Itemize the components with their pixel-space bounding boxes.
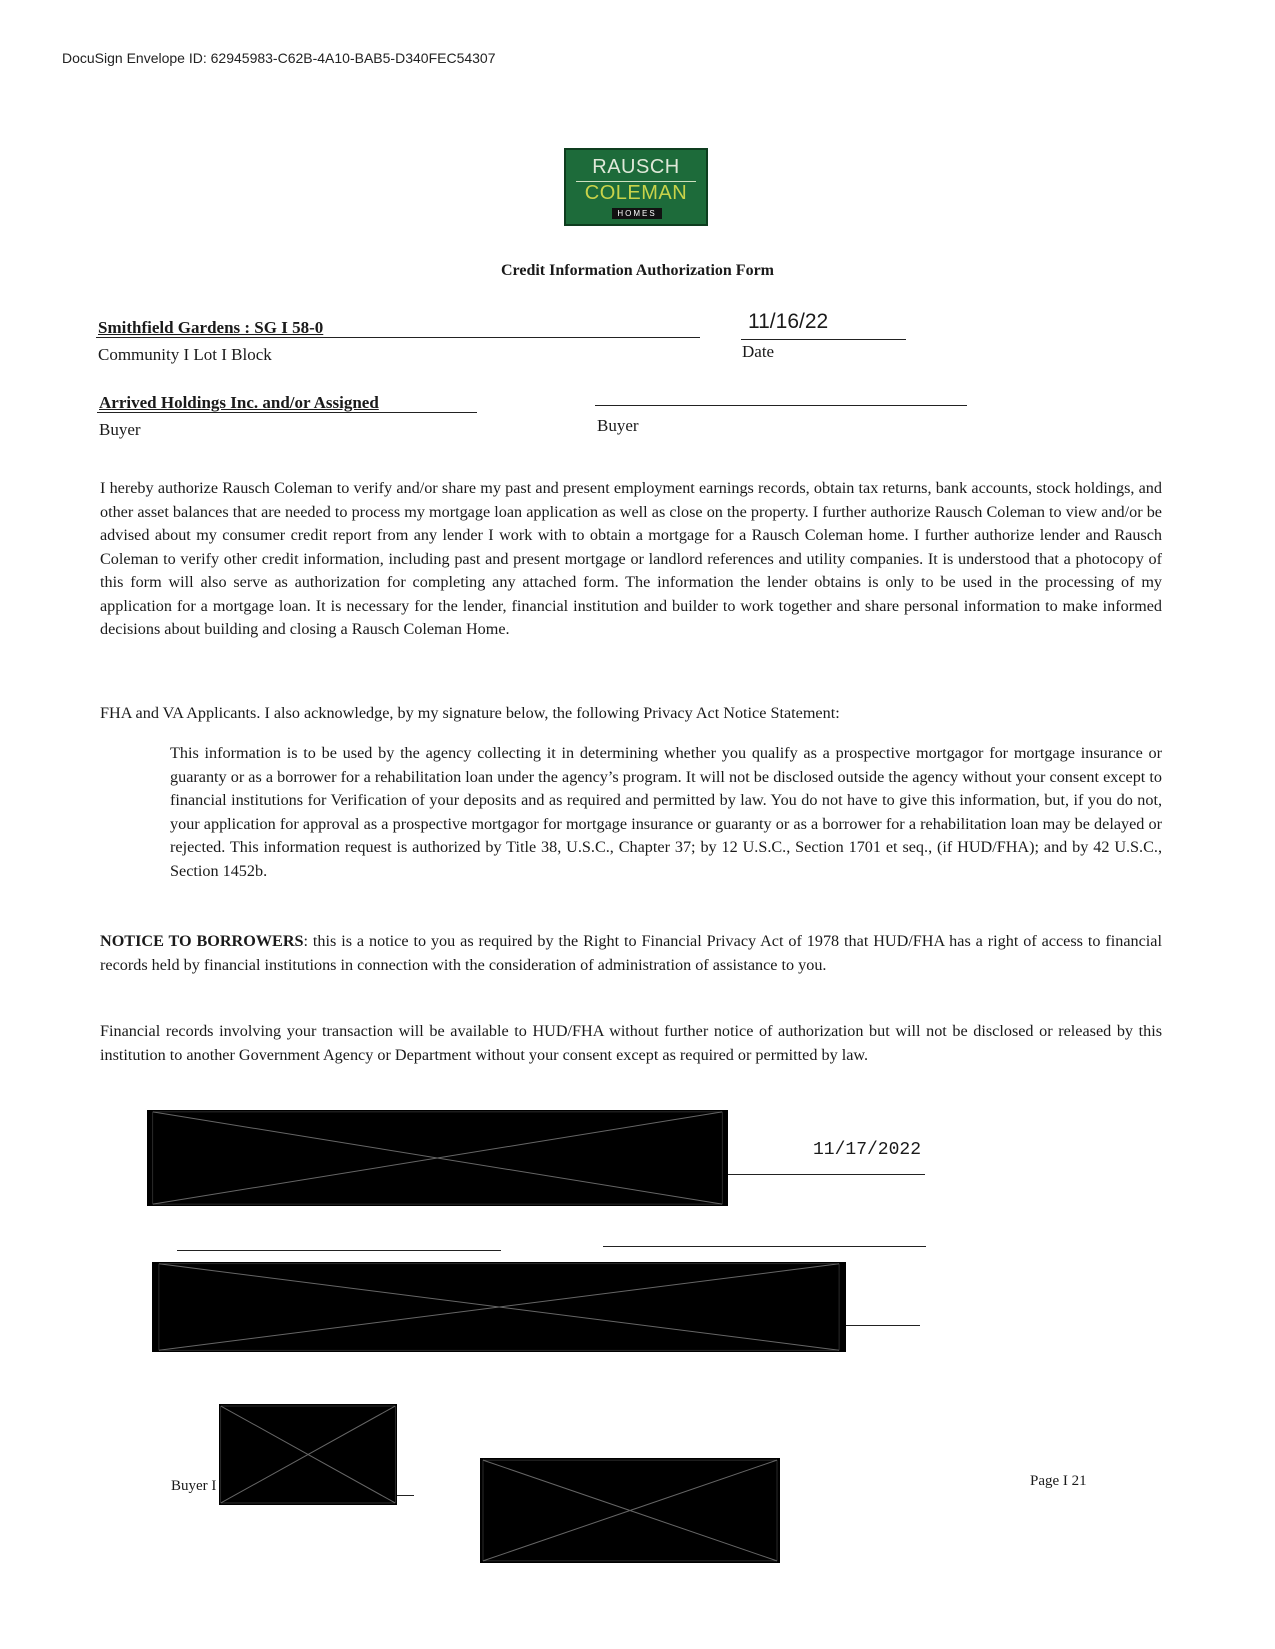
- date-line: [741, 339, 906, 340]
- logo-line-coleman: COLEMAN: [584, 182, 688, 204]
- blank-line-left: [177, 1250, 501, 1251]
- company-logo: [564, 148, 708, 226]
- buyer1-value: Arrived Holdings Inc. and/or Assigned: [99, 393, 379, 412]
- buyer1-line: [97, 412, 477, 413]
- redacted-signature-1: [147, 1110, 728, 1206]
- redacted-signature-2: [152, 1262, 846, 1352]
- buyer2-label: Buyer: [597, 416, 639, 435]
- community-line: [96, 337, 700, 338]
- signature-date: 11/17/2022: [813, 1140, 922, 1160]
- signature-date-line: [728, 1174, 925, 1175]
- authorization-paragraph: I hereby authorize Rausch Coleman to verify and/or share my past and present employment earnings records, obtain tax returns, bank accounts, stock holdings, and other asset balances that are needed to process my mortgage loan application as well as close on the property. I further authorize Rausch Coleman to view and/or be advised about my consumer credit report from any lender I work with to obtain a mortgage for a Rausch Coleman home. I further authorize lender and Rausch Coleman to verify other credit information, including past and present mortgage or landlord references and utility companies. It is understood that a photocopy of this form will also serve as authorization for completing any attached form. The information the lender obtains is only to be used in the processing of my application for a mortgage loan. It is necessary for the lender, financial institution and builder to work together and share personal information to make informed decisions about building and closing a Rausch Coleman Home.: [100, 479, 1162, 638]
- financial-records-paragraph: Financial records involving your transaction will be available to HUD/FHA without further notice of authorization but will not be disclosed or released by this institution to another Government Agency or Department without your consent except as required or permitted by law.: [100, 1022, 1162, 1064]
- date-value: 11/16/22: [748, 310, 829, 333]
- logo-line-rausch: RAUSCH: [592, 156, 680, 178]
- blank-line-right: [603, 1246, 926, 1247]
- community-label: Community I Lot I Block: [98, 345, 272, 364]
- notice-paragraph: [100, 930, 1162, 977]
- buyer2-line: [595, 405, 967, 406]
- initials-line: [397, 1495, 414, 1496]
- privacy-act-paragraph: This information is to be used by the agency collecting it in determining whether you qualify as a prospective mortgagor for mortgage insurance or guaranty or as a borrower for a rehabilitation loan under the agency’s program. It will not be disclosed outside the agency without your consent except to financial institutions for Verification of your deposits and as required and permitted by law. You do not have to give this information, but, if you do not, your application for approval as a prospective mortgagor for mortgage insurance or guaranty or as a borrower for a rehabilitation loan may be delayed or rejected. This information request is authorized by Title 38, U.S.C., Chapter 37; by 12 U.S.C., Section 1701 et seq., (if HUD/FHA); and by 42 U.S.C., Section 1452b.: [170, 744, 1162, 880]
- date-label: Date: [742, 342, 775, 361]
- notice-heading: NOTICE TO BORROWERS: [100, 932, 304, 950]
- notice-body: : this is a notice to you as required by the Right to Financial Privacy Act of 1978 that HUD/FHA has a right of access to financial records held by financial institutions in connection with the consideration of administration of assistance to you.: [100, 932, 1162, 974]
- page-number: Page I 21: [1030, 1473, 1087, 1489]
- signature-2-line: [846, 1325, 920, 1326]
- form-title: Credit Information Authorization Form: [500, 262, 774, 279]
- logo-line-homes: HOMES: [612, 208, 662, 219]
- envelope-id: DocuSign Envelope ID: 62945983-C62B-4A10-BAB5-D340FEC54307: [62, 50, 496, 66]
- redacted-initials-2: [480, 1458, 780, 1563]
- redacted-initials-1: [219, 1404, 397, 1505]
- community-value: Smithfield Gardens : SG I 58-0: [98, 318, 324, 337]
- buyer-initials-label: Buyer I: [171, 1478, 217, 1494]
- buyer1-label: Buyer: [99, 420, 141, 439]
- fha-va-paragraph: FHA and VA Applicants. I also acknowledge, by my signature below, the following Privacy Act Notice Statement:: [100, 704, 840, 722]
